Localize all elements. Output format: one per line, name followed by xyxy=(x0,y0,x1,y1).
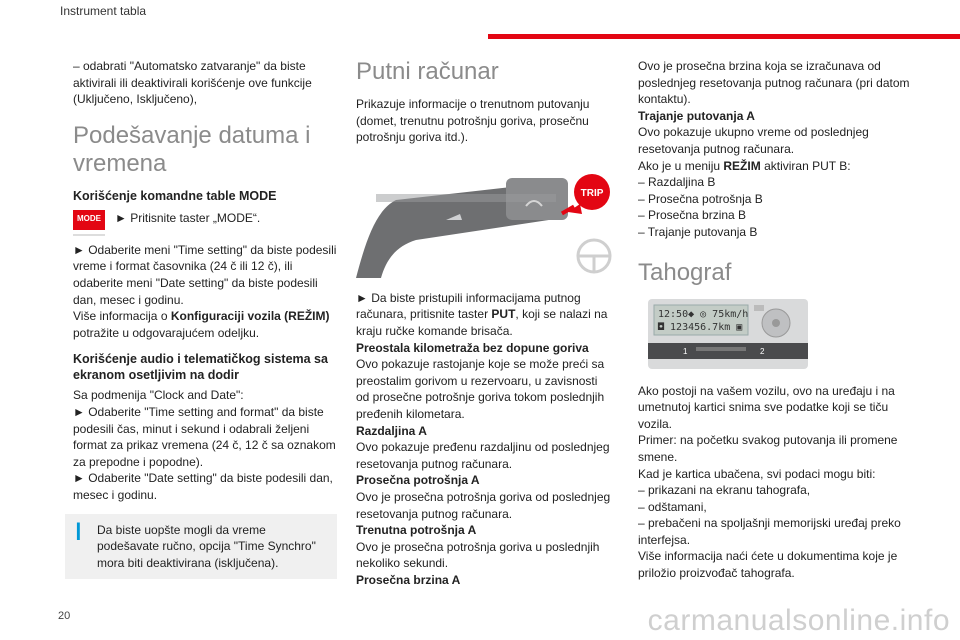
column-3 xyxy=(638,58,910,582)
heading-audio-system: Korišćenje audio i telematičkog sistema sa ekranom osetljivim na dodir xyxy=(73,352,328,383)
list-item: – prebačeni na spoljašnji memorijski uređaj preko interfejsa. xyxy=(638,516,901,547)
mode-instruction-text: ► Pritisnite taster „MODE“. xyxy=(115,210,261,225)
paragraph-time-setting: ► Odaberite meni "Time setting" da biste podesili vreme i format časovnika (24 č ili 12 č), ili odaberite meni "Date setting" da biste podesili dan, mesec i godinu. xyxy=(73,242,337,307)
wiper-stalk-icon xyxy=(356,160,616,280)
heading-avg-consumption-a: Prosečna potrošnja A xyxy=(356,473,480,488)
intro-text: – odabrati "Automatsko zatvaranje" da biste aktivirali ili deaktivirali korišćenje ove funkcije (Uključeno, Isključeno), xyxy=(73,59,312,107)
paragraph-tacho-intro: Ako postoji na vašem vozilu, ovo na uređaju i na umetnutoj kartici snima sve podatke koji se tiču vozila. xyxy=(638,383,895,431)
page-number: 20 xyxy=(58,610,71,622)
column-2 xyxy=(356,58,614,588)
watermark: carmanualsonline.info xyxy=(647,604,950,637)
header-red-bar xyxy=(488,34,960,39)
paragraph-avg-consumption-a: Ovo je prosečna potrošnja goriva od poslednjeg resetovanja putnog računara. xyxy=(356,489,611,521)
paragraph-date-setting: ► Odaberite "Date setting" da biste podesili dan, mesec i godinu. xyxy=(73,471,333,502)
paragraph-trip-access: ► Da biste pristupili informacijama putnog računara, pritisnite taster PUT, koji se nalazi na kraju ručke komande brisača. xyxy=(356,290,608,338)
page-header-title: Instrument tabla xyxy=(60,4,147,18)
info-icon: ǀ xyxy=(75,518,82,546)
heading-trip-computer: Putni računar xyxy=(356,58,499,85)
tachograph-icon xyxy=(648,299,808,369)
mode-instruction xyxy=(73,210,341,234)
tacho-button-2-label: 2 xyxy=(760,346,765,356)
heading-current-consumption-a: Trenutna potrošnja A xyxy=(356,523,477,538)
heading-distance-a: Razdaljina A xyxy=(356,423,427,438)
list-item: – Trajanje putovanja B xyxy=(638,224,758,239)
paragraph-current-consumption-a: Ovo je prosečna potrošnja goriva u poslednjih nekoliko sekundi. xyxy=(356,539,600,571)
heading-tachograph: Tahograf xyxy=(638,258,732,286)
list-item: – Razdaljina B xyxy=(638,175,716,190)
paragraph-distance-a: Ovo pokazuje pređenu razdaljinu od poslednjeg resetovanja putnog računara. xyxy=(356,440,610,471)
list-item: – Prosečna potrošnja B xyxy=(638,191,763,206)
tacho-button-1-label: 1 xyxy=(683,346,688,356)
trip-intro-text: Prikazuje informacije o trenutnom putovanju (domet, trenutnu potrošnju goriva, prosečnu potrošnju goriva itd.). xyxy=(356,97,590,145)
column-1 xyxy=(73,58,341,579)
trip-button-label: TRIP xyxy=(580,187,604,199)
paragraph-tacho-example: Primer: na početku svakog putovanja ili promene smene. xyxy=(638,433,898,464)
paragraph-tacho-more-info: Više informacija naći ćete u dokumentima koje je priložio proizvođač tahografa. xyxy=(638,549,898,581)
paragraph-trip-duration-a: Ovo pokazuje ukupno vreme od poslednjeg resetovanja putnog računara. xyxy=(638,125,869,156)
list-item: – Prosečna brzina B xyxy=(638,208,747,223)
paragraph-mode-trip-b: Ako je u meniju REŽIM aktiviran PUT B: xyxy=(638,158,851,173)
list-item: – odštamani, xyxy=(638,499,707,514)
paragraph-tacho-card: Kad je kartica ubačena, svi podaci mogu biti: xyxy=(638,466,876,481)
list-item: – prikazani na ekranu tahografa, xyxy=(638,483,811,498)
paragraph-submenu: Sa podmenija "Clock and Date": xyxy=(73,388,244,403)
paragraph-avg-speed-a: Ovo je prosečna brzina koja se izračunava od poslednjeg resetovanja putnog računara (pri datom kontaktu). xyxy=(638,59,910,107)
info-note-text: Da biste uopšte mogli da vreme podešavate ručno, opcija "Time Synchro" mora biti deaktivirana (isključena). xyxy=(97,522,316,570)
heading-trip-duration-a: Trajanje putovanja A xyxy=(638,108,755,123)
info-note-box xyxy=(65,514,337,580)
heading-date-time: Podešavanje datuma i vremena xyxy=(73,121,311,177)
tacho-display-line-2: ◘ 123456.7km ▣ xyxy=(658,321,743,333)
mode-button-icon: MODE xyxy=(73,210,105,234)
heading-avg-speed-a: Prosečna brzina A xyxy=(356,572,461,587)
paragraph-remaining-range: Ovo pokazuje rastojanje koje se može preći sa preostalim gorivom u rezervoaru, u zavisnosti od prosečne potrošnje goriva tokom poslednjih pređenih kilometara. xyxy=(356,357,605,421)
paragraph-time-format: ► Odaberite "Time setting and format" da biste podesili čas, minut i sekund i odabrali željeni format za prikaz vremena (24 č, 12 č sa oznakom za prepodne i popodne). xyxy=(73,404,336,469)
wiper-stalk-illustration xyxy=(356,160,616,280)
tachograph-illustration xyxy=(648,299,808,369)
heading-remaining-range: Preostala kilometraža bez dopune goriva xyxy=(356,340,589,355)
tacho-display-line-1: 12:50◆ ◎ 75km/h xyxy=(658,308,749,320)
heading-mode-panel: Korišćenje komandne table MODE xyxy=(73,188,277,203)
paragraph-more-info: Više informacija o Konfiguraciji vozila (REŽIM) potražite u odgovarajućem odeljku. xyxy=(73,309,330,340)
